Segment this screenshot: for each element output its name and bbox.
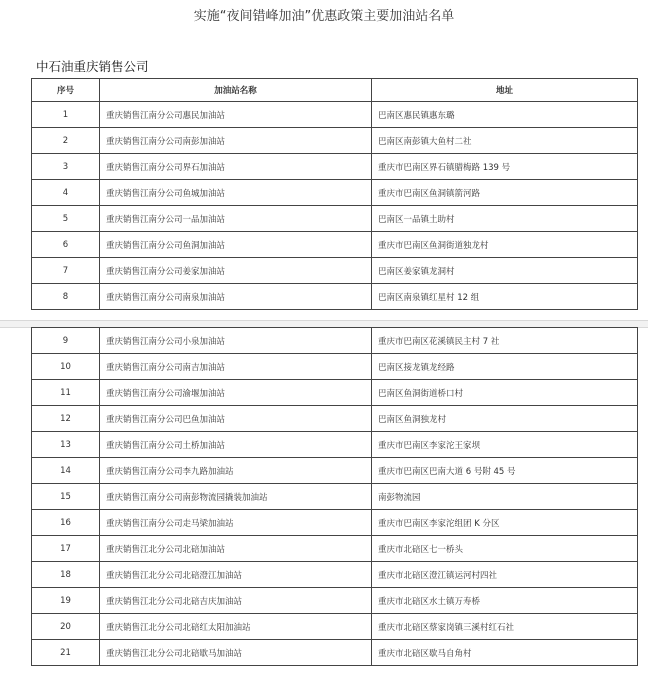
cell-address: 巴南区南泉镇红星村 12 组 [372, 284, 638, 310]
table-row [32, 154, 638, 180]
cell-seq: 13 [32, 432, 100, 458]
cell-seq: 11 [32, 380, 100, 406]
cell-station-name: 重庆销售江南分公司鱼城加油站 [100, 180, 372, 206]
cell-address: 重庆市巴南区鱼洞镇箭河路 [372, 180, 638, 206]
cell-address: 重庆市巴南区鱼洞街道独龙村 [372, 232, 638, 258]
cell-seq: 3 [32, 154, 100, 180]
cell-address: 重庆市北碚区歇马自角村 [372, 640, 638, 666]
header-station-name: 加油站名称 [100, 79, 372, 102]
cell-address: 巴南区姜家镇龙洞村 [372, 258, 638, 284]
cell-seq: 15 [32, 484, 100, 510]
cell-station-name: 重庆销售江南分公司姜家加油站 [100, 258, 372, 284]
cell-seq: 17 [32, 536, 100, 562]
cell-seq: 14 [32, 458, 100, 484]
cell-address: 重庆市北碚区蔡家岗镇三溪村红石社 [372, 614, 638, 640]
table-row [32, 180, 638, 206]
cell-seq: 10 [32, 354, 100, 380]
cell-station-name: 重庆销售江北分公司北碚加油站 [100, 536, 372, 562]
header-seq: 序号 [32, 79, 100, 102]
table-row [32, 102, 638, 128]
cell-seq: 18 [32, 562, 100, 588]
table-row [32, 328, 638, 354]
cell-address: 重庆市巴南区界石镇腊梅路 139 号 [372, 154, 638, 180]
cell-seq: 21 [32, 640, 100, 666]
cell-address: 巴南区南彭镇大鱼村二社 [372, 128, 638, 154]
table-row [32, 354, 638, 380]
header-address: 地址 [372, 79, 638, 102]
company-heading: 中石油重庆销售公司 [36, 59, 149, 74]
cell-station-name: 重庆销售江北分公司北碚歇马加油站 [100, 640, 372, 666]
station-table-page-2 [31, 327, 638, 666]
cell-station-name: 重庆销售江北分公司北碚澄江加油站 [100, 562, 372, 588]
cell-seq: 8 [32, 284, 100, 310]
table-row [32, 614, 638, 640]
cell-seq: 5 [32, 206, 100, 232]
cell-address: 巴南区鱼洞街道桥口村 [372, 380, 638, 406]
cell-station-name: 重庆销售江南分公司界石加油站 [100, 154, 372, 180]
cell-station-name: 重庆销售江南分公司南彭加油站 [100, 128, 372, 154]
cell-station-name: 重庆销售江南分公司南吉加油站 [100, 354, 372, 380]
table-row [32, 562, 638, 588]
cell-station-name: 重庆销售江南分公司鱼洞加油站 [100, 232, 372, 258]
table-row [32, 406, 638, 432]
cell-address: 重庆市北碚区水土镇万寿桥 [372, 588, 638, 614]
cell-seq: 2 [32, 128, 100, 154]
table-row [32, 536, 638, 562]
cell-station-name: 重庆销售江南分公司走马梁加油站 [100, 510, 372, 536]
table-row [32, 458, 638, 484]
cell-address: 巴南区惠民镇惠东璐 [372, 102, 638, 128]
cell-address: 巴南区接龙镇龙经路 [372, 354, 638, 380]
cell-station-name: 重庆销售江南分公司渝堰加油站 [100, 380, 372, 406]
cell-seq: 16 [32, 510, 100, 536]
cell-station-name: 重庆销售江南分公司小泉加油站 [100, 328, 372, 354]
cell-address: 重庆市巴南区李家沱王家坝 [372, 432, 638, 458]
cell-seq: 9 [32, 328, 100, 354]
cell-address: 巴南区一品镇土助村 [372, 206, 638, 232]
cell-station-name: 重庆销售江南分公司巴鱼加油站 [100, 406, 372, 432]
cell-seq: 1 [32, 102, 100, 128]
cell-station-name: 重庆销售江南分公司土桥加油站 [100, 432, 372, 458]
station-table-page-1 [31, 78, 638, 310]
cell-station-name: 重庆销售江北分公司北碚红太阳加油站 [100, 614, 372, 640]
table-row [32, 484, 638, 510]
table-row [32, 284, 638, 310]
cell-seq: 6 [32, 232, 100, 258]
cell-address: 重庆市北碚区澄江镇运河村四社 [372, 562, 638, 588]
cell-station-name: 重庆销售江南分公司南泉加油站 [100, 284, 372, 310]
cell-station-name: 重庆销售江南分公司南彭物流园撬装加油站 [100, 484, 372, 510]
cell-address: 重庆市巴南区巴南大道 6 号附 45 号 [372, 458, 638, 484]
document-title: 实施“夜间错峰加油”优惠政策主要加油站名单 [193, 9, 455, 24]
cell-station-name: 重庆销售江南分公司惠民加油站 [100, 102, 372, 128]
table-body-page-2 [32, 328, 638, 666]
cell-seq: 20 [32, 614, 100, 640]
cell-address: 重庆市巴南区李家沱组团 K 分区 [372, 510, 638, 536]
cell-station-name: 重庆销售江南分公司李九路加油站 [100, 458, 372, 484]
cell-seq: 19 [32, 588, 100, 614]
table-row [32, 510, 638, 536]
table-row [32, 640, 638, 666]
cell-address: 南彭物流园 [372, 484, 638, 510]
cell-seq: 4 [32, 180, 100, 206]
table-row [32, 432, 638, 458]
cell-station-name: 重庆销售江北分公司北碚吉庆加油站 [100, 588, 372, 614]
table-header-row [32, 79, 638, 102]
table-row [32, 232, 638, 258]
cell-address: 重庆市巴南区花溪镇民主村 7 社 [372, 328, 638, 354]
table-row [32, 258, 638, 284]
table-row [32, 206, 638, 232]
table-row [32, 128, 638, 154]
cell-seq: 12 [32, 406, 100, 432]
cell-address: 重庆市北碚区七一桥头 [372, 536, 638, 562]
table-row [32, 588, 638, 614]
cell-address: 巴南区鱼洞独龙村 [372, 406, 638, 432]
cell-station-name: 重庆销售江南分公司一品加油站 [100, 206, 372, 232]
cell-seq: 7 [32, 258, 100, 284]
table-row [32, 380, 638, 406]
table-body-page-1 [32, 102, 638, 310]
